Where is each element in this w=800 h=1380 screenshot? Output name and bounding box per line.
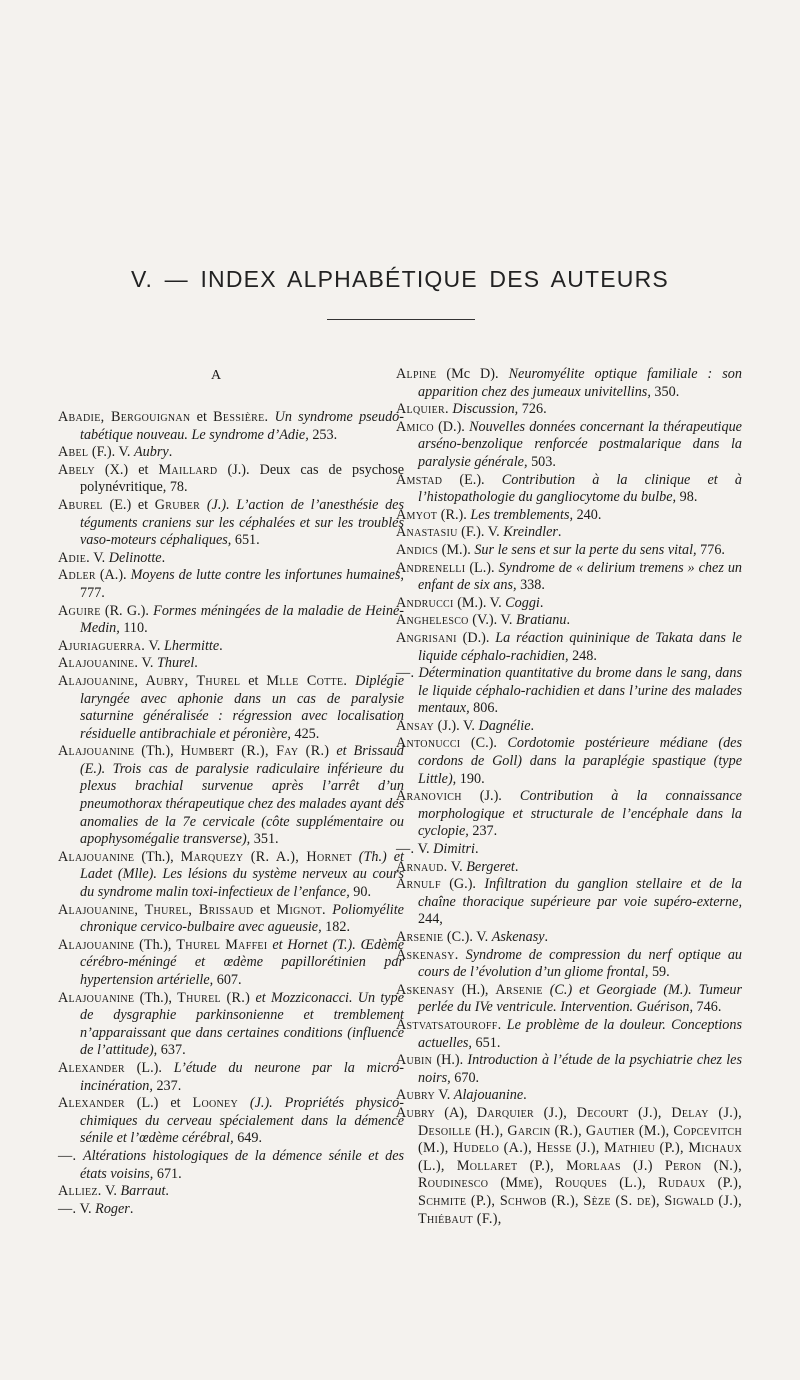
- author-name: Arnulf: [396, 876, 441, 893]
- author-name: Alajouanine: [58, 936, 135, 953]
- entry-title: Nouvelles données concernant la thérapeutique arséno-benzolique renforcée postmalarique dans la paralysie générale,: [418, 418, 742, 470]
- entry-page: .: [544, 929, 549, 945]
- author-name: Abel: [58, 444, 89, 461]
- author-name: Amyot: [396, 506, 438, 523]
- entry-title: Le problème de la douleur. Conceptions actuelles,: [418, 1016, 743, 1051]
- index-entry: [396, 366, 742, 401]
- entry-initials: (X.) et: [94, 461, 159, 478]
- entry-title: Aubry: [134, 444, 169, 461]
- entry-page: 182.: [321, 919, 350, 936]
- index-entry: [58, 655, 404, 673]
- index-entry: [396, 788, 742, 841]
- entry-initials: (L.) et: [124, 1095, 193, 1112]
- author-name: Alexander: [58, 1059, 125, 1076]
- entry-title: et Brissaud (E.). Trois cas de paralysie radiculaire inférieure du plexus brachial survenue après l’arrêt d’un pneumothorax thérapeutique chez des malades ayant des anomalies de la 7e cervicale (côte supplémentaire ou apophysomégalie transverse),: [80, 743, 404, 848]
- entry-page: 350.: [650, 383, 680, 400]
- entry-page: 637.: [157, 1042, 186, 1059]
- author-name: Abely: [58, 461, 95, 478]
- index-entry: [58, 902, 404, 937]
- entry-title: (J.). Propriétés physico-chimiques du cerveau spécialement dans la démence sénile et l’œdème cérébral,: [80, 1095, 404, 1147]
- entry-page: .: [530, 717, 535, 734]
- entry-page: .: [161, 549, 166, 566]
- author-name: Alajouanine.: [58, 655, 139, 672]
- index-entry: [58, 409, 404, 444]
- author-name: Ansay: [396, 717, 435, 734]
- coauthor-names: Thurel Maffei: [176, 936, 268, 953]
- index-entry: [396, 718, 742, 736]
- entry-page: .: [474, 841, 479, 858]
- entry-page: 248.: [568, 647, 597, 664]
- entry-initials: (A),: [434, 1104, 477, 1121]
- chapter-title: V. — INDEX ALPHABÉTIQUE DES AUTEURS: [131, 266, 669, 292]
- entry-initials: (M.).: [438, 541, 475, 558]
- entry-initials: (C.). V.: [443, 929, 492, 945]
- author-name: Ajuriaguerra.: [58, 637, 146, 654]
- author-name: —.: [396, 841, 415, 858]
- entry-title: Moyens de lutte contre les infortunes humaines,: [130, 567, 404, 584]
- entry-initials: et: [253, 901, 277, 918]
- entry-initials: (F.). V.: [457, 524, 504, 541]
- entry-title: Neuromyélite optique familiale : son apparition chez des jumeaux univitellins,: [418, 366, 742, 400]
- author-name: Angrisani: [396, 629, 457, 646]
- entry-initials: V.: [76, 1200, 96, 1217]
- entry-initials: (E.) et: [102, 496, 155, 513]
- author-name: Aubry: [396, 1104, 435, 1121]
- entry-page: 777.: [80, 584, 105, 601]
- coauthor-names: Gruber: [154, 496, 201, 513]
- index-entry: [396, 401, 742, 419]
- index-entry: [396, 859, 742, 877]
- entry-initials: V.: [434, 1087, 454, 1104]
- index-entry: [58, 1060, 404, 1095]
- author-name: Alpine: [396, 366, 437, 382]
- index-entry: [58, 1201, 404, 1219]
- entry-initials: (Mc D).: [436, 366, 509, 382]
- index-entry: [396, 841, 742, 859]
- entry-initials: (D.).: [456, 629, 496, 646]
- coauthor-names: Humbert (R.), Fay (R.): [180, 743, 330, 760]
- author-name: Andrenelli: [396, 559, 466, 576]
- entry-page: 244,: [418, 911, 443, 928]
- entry-initials: V.: [89, 549, 109, 566]
- entry-page: 746.: [693, 999, 722, 1016]
- author-name: Alajouanine, Thurel, Brissaud: [58, 901, 254, 918]
- section-letter: A: [210, 368, 222, 383]
- index-entry: [396, 507, 742, 525]
- entry-page: .: [557, 524, 562, 541]
- entry-initials: (M.). V.: [453, 594, 506, 611]
- entry-page: 671.: [153, 1165, 182, 1182]
- entry-title: Diplégie laryngée avec aphonie dans un cas de paralysie saturnine généralisée : régression avec localisation résiduelle antibrachiale et péronière,: [80, 672, 404, 742]
- entry-page: (J.). Deux cas de psychose polynévritique, 78.: [80, 461, 405, 496]
- author-name: Arsenie: [396, 929, 444, 945]
- index-entry: [396, 560, 742, 595]
- entry-page: 253.: [308, 426, 338, 443]
- index-entry: [396, 1052, 742, 1087]
- entry-initials: V.: [145, 637, 164, 654]
- author-name: Antonucci: [396, 735, 461, 752]
- entry-title: La réaction quininique de Takata dans le liquide céphalo-rachidien,: [418, 629, 742, 664]
- entry-title: Delinotte: [108, 549, 162, 566]
- index-entry: [58, 1183, 404, 1201]
- entry-title: (J.). L’action de l’anesthésie des téguments craniens sur les céphalées et sur les troubles vaso-moteurs céphaliques,: [80, 496, 404, 549]
- entry-title: et Hornet (T.). Œdème cérébro-méningé et œdème papillorétinien par hypertension artérielle,: [80, 936, 404, 988]
- entry-initials: (R. G.).: [100, 602, 154, 619]
- author-name: Andics: [396, 541, 439, 558]
- entry-page: 776.: [696, 541, 725, 558]
- entry-title: Barraut: [120, 1183, 166, 1200]
- author-name: Adler: [58, 567, 96, 584]
- author-name: Aburel: [58, 496, 103, 513]
- entry-initials: (G.).: [440, 876, 485, 893]
- entry-initials: (V.). V.: [468, 612, 517, 629]
- entry-title: Dimitri: [433, 841, 475, 858]
- index-entry: [396, 419, 742, 472]
- entry-initials: et: [240, 672, 267, 689]
- entry-title: Lhermitte: [163, 637, 220, 654]
- entry-page: .: [566, 612, 571, 629]
- entry-initials: (C.).: [460, 735, 508, 752]
- entry-page: .: [168, 444, 173, 461]
- author-name: Alajouanine: [58, 848, 135, 865]
- author-name: Arnaud.: [396, 858, 448, 875]
- index-entry: [58, 550, 404, 568]
- index-entry: [396, 929, 742, 947]
- entry-title: Dagnélie: [478, 717, 531, 734]
- author-name: Alliez.: [58, 1183, 102, 1200]
- entry-initials: (L.).: [124, 1059, 174, 1076]
- right-column: [396, 366, 742, 1228]
- entry-page: .: [165, 1183, 169, 1200]
- entry-initials: (H.),: [454, 981, 496, 998]
- coauthor-names: Maillard: [158, 461, 218, 478]
- author-name: Alajouanine, Aubry, Thurel: [58, 672, 241, 689]
- index-entry: [396, 1017, 742, 1052]
- index-entry: [58, 673, 404, 743]
- entry-title: Sur le sens et sur la perte du sens vital,: [474, 541, 697, 558]
- entry-initials: (R.).: [437, 506, 471, 523]
- author-name: Astvatsatouroff.: [396, 1016, 502, 1033]
- entry-page: .: [219, 637, 223, 654]
- entry-initials: (Th.),: [134, 743, 181, 760]
- index-entry: [396, 876, 742, 929]
- author-name: Aranovich: [396, 788, 462, 805]
- entry-title: Infiltration du ganglion stellaire et de la chaîne thoracique supérieure par voie supéro-externe,: [418, 876, 742, 910]
- entry-title: Formes méningées de la maladie de Heine-Medin,: [80, 602, 404, 637]
- entry-page: 190.: [456, 770, 485, 787]
- entry-page: 806.: [469, 700, 498, 717]
- entry-page: 240.: [573, 506, 602, 523]
- entry-title: Un syndrome pseudo-tabétique nouveau. Le syndrome d’Adie,: [80, 409, 404, 443]
- index-entry: [58, 1095, 404, 1148]
- entry-page: 59.: [648, 964, 670, 981]
- entry-initials: (H.).: [432, 1052, 468, 1069]
- coauthor-names: Thurel (R.): [177, 989, 251, 1006]
- index-entry: [58, 603, 404, 638]
- entry-page: 351.: [250, 831, 279, 848]
- entry-page: 651.: [231, 532, 260, 549]
- entry-page: 726.: [518, 401, 547, 418]
- entry-title: Les tremblements,: [470, 506, 574, 523]
- coauthor-names: Arsenie: [495, 981, 543, 998]
- entry-page: 98.: [676, 489, 698, 506]
- entry-page: 670.: [450, 1069, 480, 1086]
- entry-title: Contribution à la clinique et à l’histopathologie du gangliocytome du bulbe,: [418, 471, 742, 506]
- author-name: Aguire: [58, 602, 101, 619]
- entry-title: L’étude du neurone par la micro-incinération,: [80, 1059, 404, 1094]
- entry-page: .: [194, 655, 198, 672]
- entry-initials: [459, 947, 466, 963]
- author-name: Adie.: [58, 549, 90, 566]
- entry-page: .: [523, 1087, 527, 1104]
- index-entry: [58, 937, 404, 990]
- entry-page: 651.: [471, 1034, 501, 1051]
- author-name: Askenasy: [396, 981, 455, 998]
- index-entry: [396, 595, 742, 613]
- coauthor-names: Bessière.: [213, 409, 269, 425]
- author-name: —.: [58, 1200, 77, 1217]
- author-name: —.: [58, 1147, 77, 1164]
- author-name: Anghelesco: [396, 612, 469, 629]
- coauthor-names: Mlle Cotte.: [266, 672, 348, 689]
- index-entry: [396, 1105, 742, 1228]
- entry-title: Coggi: [505, 594, 540, 611]
- coauthor-names: Darquier (J.), Decourt (J.), Delay (J.), Desoille (H.), Garcin (R.), Gautier (M.), Copcevitch (M.), Hudelo (A.), Hesse (J.), Mathieu (P.), Michaux (L.), Mollaret (P.), Morlaas (J.) Peron (N.), Roudinesco (Mme), Rouques (L.), Rudaux (P.), Schmite (P.), Schwob (R.), Sèze (S. de), Sigwald (J.), Thiébaut (F.),: [418, 1104, 742, 1227]
- author-name: Aubin: [396, 1052, 433, 1069]
- entry-initials: [76, 1148, 83, 1164]
- author-name: Alajouanine: [58, 989, 135, 1006]
- index-entry: [58, 638, 404, 656]
- index-entry: [58, 567, 404, 602]
- entry-page: 649.: [233, 1130, 263, 1147]
- entry-initials: V.: [101, 1183, 121, 1200]
- entry-initials: (F.). V.: [88, 444, 134, 461]
- coauthor-names: Marquezy (R. A.), Hornet: [180, 848, 352, 865]
- index-entry: [396, 1087, 742, 1105]
- entry-title: Discussion,: [452, 401, 519, 418]
- entry-title: Bergeret: [466, 858, 515, 875]
- author-name: Andrucci: [396, 594, 454, 611]
- index-entry: [58, 444, 404, 462]
- index-entry: [396, 630, 742, 665]
- entry-title: (Th.) et Ladet (Mlle). Les lésions du système nerveux au cours du syndrome malin toxi-infectieux de l’enfance,: [80, 848, 404, 901]
- author-name: Amstad: [396, 471, 443, 488]
- entry-title: Askenasy: [491, 929, 545, 945]
- index-entry: [58, 1148, 404, 1183]
- entry-initials: (Th.),: [134, 848, 181, 865]
- index-entry: [396, 542, 742, 560]
- entry-page: 90.: [349, 884, 372, 901]
- author-name: Amico: [396, 418, 434, 435]
- index-entry: [396, 735, 742, 788]
- entry-page: 607.: [213, 972, 242, 988]
- index-entry: [58, 497, 404, 550]
- entry-page: 425.: [290, 725, 320, 742]
- entry-page: 110.: [119, 620, 148, 637]
- entry-page: 503.: [527, 453, 556, 470]
- entry-page: 237.: [152, 1077, 182, 1094]
- entry-title: et Mozziconacci. Un type de dysgraphie parkinsonienne et tremblement n’apparaissant que dans certaines conditions (influence de l’attitude),: [80, 989, 404, 1059]
- index-entry: [396, 982, 742, 1017]
- left-column: [58, 409, 404, 1218]
- index-entry: [396, 524, 742, 542]
- entry-initials: (E.).: [442, 471, 502, 488]
- index-entry: [58, 462, 404, 497]
- entry-page: .: [514, 858, 519, 875]
- entry-initials: (L.).: [465, 559, 499, 576]
- entry-initials: (J.).: [461, 788, 520, 805]
- entry-title: Introduction à l’étude de la psychiatrie chez les noirs,: [418, 1052, 742, 1086]
- author-name: Alexander: [58, 1095, 125, 1112]
- author-name: Abadie, Bergouignan: [58, 409, 191, 425]
- entry-initials: (D.).: [433, 418, 470, 435]
- entry-initials: (A.).: [95, 567, 131, 584]
- entry-page: 237.: [468, 823, 498, 840]
- index-entry: [396, 612, 742, 630]
- entry-title: (C.) et Georgiade (M.). Tumeur perlée du IVe ventricule. Intervention. Guérison,: [418, 981, 742, 1016]
- entry-page: 338.: [516, 577, 545, 594]
- index-entry: [396, 947, 742, 982]
- entry-initials: (Th.),: [134, 989, 178, 1006]
- index-entry: [58, 743, 404, 849]
- entry-title: Syndrome de compression du nerf optique au cours de l’évolution d’un gliome frontal,: [418, 946, 743, 981]
- entry-title: Altérations histologiques de la démence sénile et des états voisins,: [80, 1147, 405, 1182]
- entry-title: Kreindler: [503, 524, 558, 541]
- coauthor-names: Looney: [192, 1095, 238, 1112]
- entry-title: Détermination quantitative du brome dans le sang, dans le liquide céphalo-rachidien et dans l’urine des malades mentaux,: [418, 665, 742, 717]
- title-divider: [327, 319, 475, 320]
- index-entry: [396, 665, 742, 718]
- author-name: Askenasy.: [396, 946, 459, 963]
- index-entry: [58, 849, 404, 902]
- coauthor-names: Mignot.: [276, 901, 326, 918]
- entry-title: Alajouanine: [453, 1087, 524, 1104]
- author-name: Alquier.: [396, 401, 449, 418]
- entry-page: .: [539, 594, 544, 611]
- entry-title: Thurel: [156, 655, 195, 672]
- entry-title: Poliomyélite chronique cervico-bulbaire avec agueusie,: [80, 901, 404, 936]
- entry-title: Roger: [95, 1200, 130, 1217]
- author-name: Alajouanine: [58, 743, 135, 760]
- entry-initials: V.: [447, 858, 467, 875]
- author-name: —.: [396, 665, 415, 682]
- index-entry: [396, 472, 742, 507]
- entry-title: Syndrome de « delirium tremens » chez un enfant de six ans,: [418, 559, 743, 594]
- entry-initials: V.: [414, 841, 434, 858]
- entry-title: Cordotomie postérieure médiane (des cordons de Goll) dans la paraplégie spastique (type Little),: [418, 735, 742, 787]
- entry-initials: (J.). V.: [434, 717, 479, 734]
- index-entry: [58, 990, 404, 1060]
- entry-initials: (Th.),: [134, 936, 177, 953]
- entry-initials: et: [190, 409, 214, 425]
- author-name: Anastasiu: [396, 524, 458, 541]
- entry-title: Contribution à la connaissance morphologique et structurale de l’encéphale dans la cyclopie,: [418, 788, 742, 840]
- entry-initials: V.: [138, 655, 157, 672]
- author-name: Aubry: [396, 1087, 435, 1104]
- entry-page: .: [129, 1200, 134, 1217]
- entry-title: Bratianu: [516, 612, 567, 629]
